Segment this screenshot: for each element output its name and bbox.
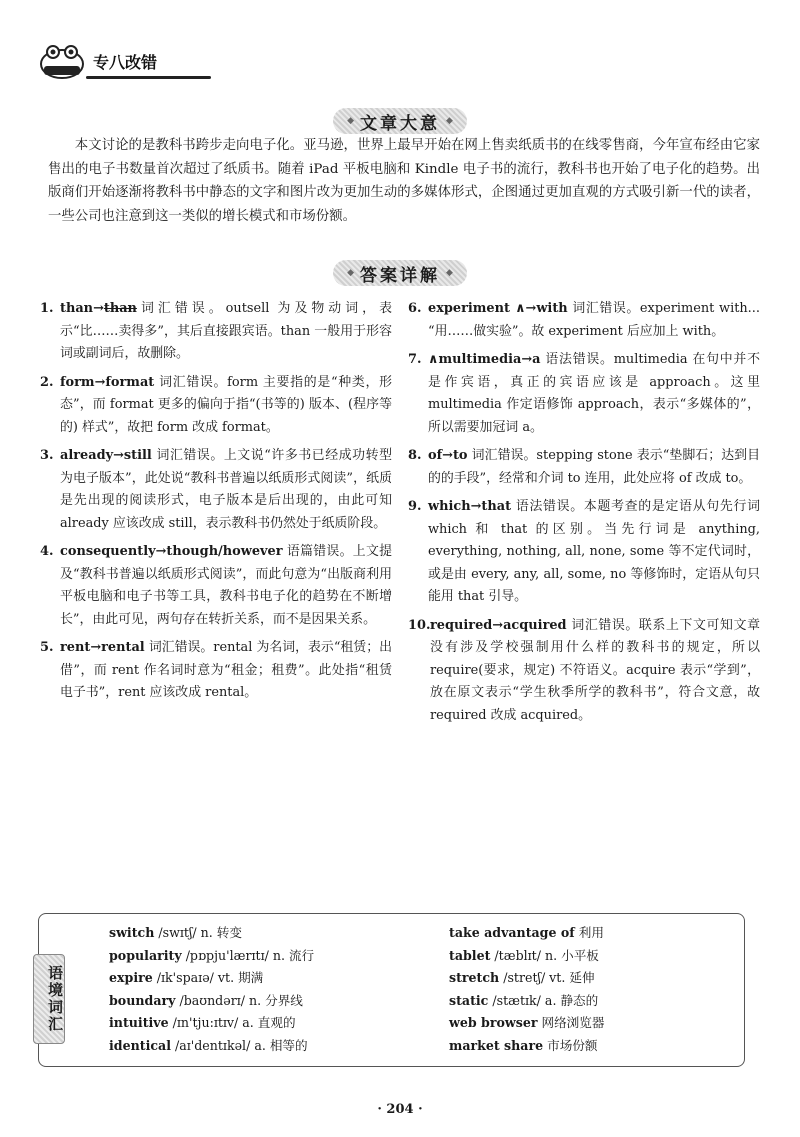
vocabulary-left-list [109,922,314,1058]
vocab-word: identical [109,1037,171,1053]
answer-text: 词汇错误。上文说“许多书已经成功转型为电子版本”，此处说“教科书普遍以纸质形式阅读”，纸质是先出现的阅读形式，电子版本是后出现的，由此可知 already 应该改成 still，表示教科书仍然处于纸质阶段。 [60,448,392,531]
answer-number: 7. [408,352,422,367]
answer-item [40,445,392,535]
vocab-entry [449,945,604,968]
answer-keyword: than [60,301,94,316]
vocabulary-right-list [449,922,604,1058]
diamond-icon: ◆ [347,116,354,126]
answer-text: 词汇错误。联系上下文可知文章没有涉及学校强制用什么样的教科书的规定，所以 require(要求，规定) 不符语义。acquire 表示“学到”，放在原文表示“学生秋季所学的教科书”，符合文意，故 required 改成 acquired。 [430,617,760,723]
answer-text: 语篇错误。上文提及“教科书普遍以纸质形式阅读”，而此句意为“出版商利用平板电脑和电子书等工具，教科书电子化的趋势在不断增长”，由此可见，两句存在转折关系，而不是因果关系。 [60,544,393,627]
answer-keyword: which→that [428,499,512,514]
vocab-definition: /stætɪk/ a. 静态的 [492,992,599,1008]
vocabulary-label: 语境词汇 [33,954,65,1044]
answer-keyword-struck: than [103,301,137,316]
vocab-definition: /baʊndərɪ/ n. 分界线 [179,992,303,1008]
answers-right-column [408,298,760,733]
summary-body [48,134,760,229]
answer-number: 3. [40,448,54,463]
vocab-entry [449,1012,604,1035]
vocab-definition: /ɪn'tju:ɪtɪv/ a. 直观的 [172,1015,296,1031]
answer-text: 词汇错误。experiment with... “用……做实验”。故 experiment 后应加上 with。 [428,301,760,339]
answer-item [40,637,392,705]
answer-keyword: experiment ∧→with [428,301,568,316]
vocab-entry [109,945,314,968]
vocab-definition: 市场份额 [547,1037,598,1053]
vocab-word: web browser [449,1015,538,1031]
vocab-definition: 利用 [578,925,604,940]
summary-banner [333,108,467,134]
vocab-definition: /pɒpju'lærɪtɪ/ n. 流行 [185,947,315,963]
answer-keyword: form→format [60,374,155,390]
answer-number: 4. [40,544,54,559]
answer-number: 1. [40,301,54,316]
frog-logo-icon [38,40,86,80]
diamond-icon: ◆ [446,116,453,126]
vocab-entry [109,1035,314,1058]
answer-text: 词汇错误。rental 为名词，表示“租赁；出借”，而 rent 作名词时意为“租金；租费”。此处指“租赁电子书”，rent 应该改成 rental。 [60,640,392,700]
vocab-word: intuitive [109,1015,169,1031]
answer-text: 词汇错误。form 主要指的是“种类，形态”，而 format 更多的偏向于指“(书等的) 版本、(程序等的) 样式”，故把 form 改成 format。 [60,374,392,435]
vocab-definition: /aɪ'dentɪkəl/ a. 相等的 [175,1037,308,1053]
vocab-definition: /ɪk'spaɪə/ vt. 期满 [156,970,264,986]
diamond-icon: ◆ [347,268,354,278]
answer-number: 10. [408,617,431,633]
vocab-definition: /swɪtʃ/ n. 转变 [158,925,242,940]
vocab-word: popularity [109,947,182,963]
answer-item [40,541,392,631]
summary-title: 文章大意 [360,113,440,134]
answer-text: 语法错误。本题考查的是定语从句先行词 which 和 that 的区别。当先行词是 anything, everything, nothing, all, none, some 等不定代词时，或是由 every, any, all, some, no 等修饰时，定语从句只能用 that 引导。 [428,499,760,604]
vocab-entry [449,922,604,945]
vocab-entry [449,1035,604,1058]
answer-number: 2. [40,374,54,390]
vocab-word: switch [109,925,155,940]
vocabulary-box [38,913,745,1067]
section-title: 专八改错 [93,53,158,72]
vocab-word: expire [109,970,153,986]
answer-text: 语法错误。multimedia 在句中并不是作宾语，真正的宾语应该是 approach。这里 multimedia 作定语修饰 approach，表示“多媒体的”，所以需要加冠词 a。 [428,352,760,435]
answer-arrow: → [93,301,104,316]
answers-title: 答案详解 [360,265,440,286]
answers-left-column [40,298,392,711]
vocab-word: static [449,992,489,1008]
answer-keyword: required→acquired [430,617,567,633]
vocab-entry [449,990,604,1013]
vocab-entry [109,1012,314,1035]
answer-item [408,298,760,343]
answer-keyword: of→to [428,448,468,463]
vocab-definition: /stretʃ/ vt. 延伸 [503,970,595,986]
vocab-word: tablet [449,947,491,963]
header-underline [86,76,211,79]
vocab-entry [449,967,604,990]
diamond-icon: ◆ [446,268,453,278]
answer-number: 5. [40,640,54,655]
answer-keyword: ∧multimedia→a [428,352,541,367]
answer-item [40,298,392,366]
vocab-definition: /tæblɪt/ n. 小平板 [494,947,599,963]
section-header [38,40,178,80]
answer-keyword: consequently→though/however [60,544,283,559]
answer-keyword: rent→rental [60,640,145,655]
vocab-word: boundary [109,992,176,1008]
vocab-entry [109,990,314,1013]
answer-item [408,349,760,439]
vocab-definition: 网络浏览器 [541,1015,605,1031]
answer-item [408,496,760,609]
page-number: · 204 · [377,1102,423,1117]
answer-item [408,445,760,490]
answer-text: 词汇错误。stepping stone 表示“垫脚石；达到目的的手段”，经常和介词 to 连用，此处应将 of 改成 to。 [428,448,760,486]
answer-number: 9. [408,499,422,514]
answer-text: 词汇错误。outsell 为及物动词，表示“比……卖得多”，其后直接跟宾语。than 一般用于形容词或副词后，故删除。 [60,301,392,361]
answers-banner [333,260,467,286]
vocab-entry [109,967,314,990]
vocab-word: take advantage of [449,925,575,940]
vocab-entry [109,922,314,945]
answer-keyword: already→still [60,448,152,463]
answer-number: 6. [408,301,422,316]
answer-item [40,372,392,440]
summary-text: 本文讨论的是教科书跨步走向电子化。亚马逊，世界上最早开始在网上售卖纸质书的在线零售商，今年宣布经由它家售出的电子书数量首次超过了纸质书。随着 iPad 平板电脑和 Kindle 电子书的流行，教科书也开始了电子化的趋势。出版商们开始逐渐将教科书中静态的文字和图片改为更加生动的多媒体形式，企图通过更加直观的方式吸引新一代的读者，一些公司也注意到这一类似的增长模式和市场份额。 [48,138,760,225]
answer-number: 8. [408,448,422,463]
answer-item [408,615,760,728]
vocab-word: stretch [449,970,500,986]
vocab-word: market share [449,1037,544,1053]
